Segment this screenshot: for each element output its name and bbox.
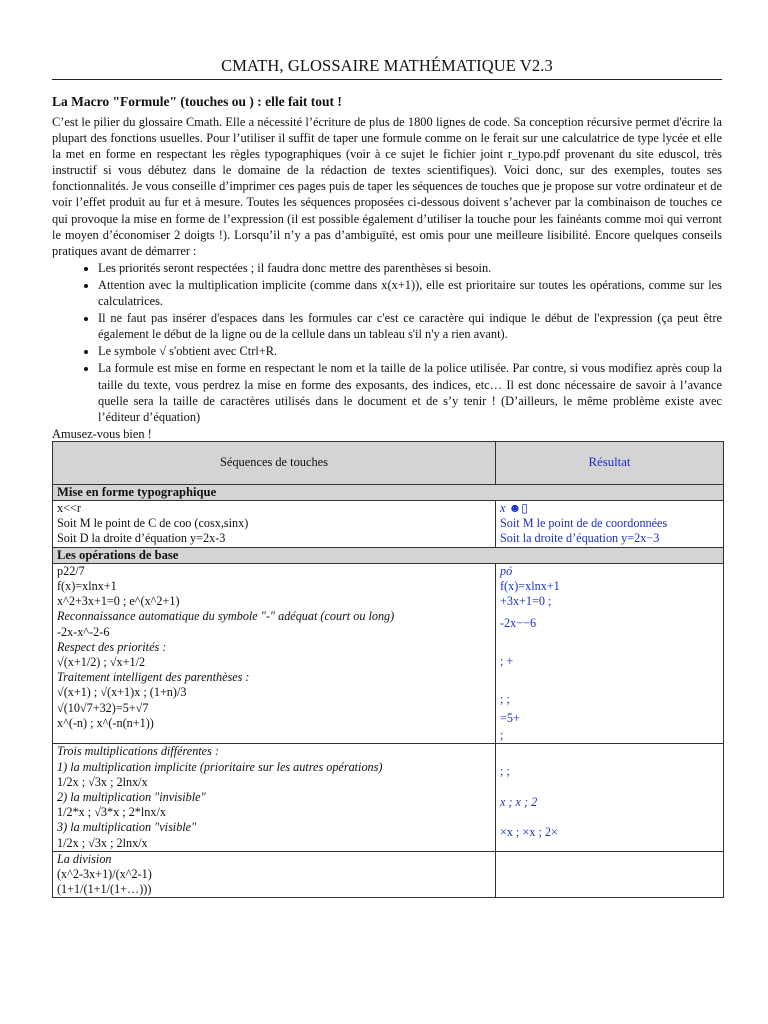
- table-row: [53, 744, 724, 851]
- sequence-line: Soit D la droite d’équation y=2x-3: [57, 531, 226, 546]
- tips-list: [52, 260, 722, 425]
- result-line: ; +: [500, 653, 514, 668]
- result-cell: [496, 851, 724, 898]
- list-item: • La formule est mise en forme en respectant le nom et la taille de la police utilisée. Par contre, si vous modifiez après coup la taille du texte, vous perdrez la mise en forme des exposants, des indices, etc… Il est donc nécessaire de savoir à l’avance quelle sera la taille de caractères utilisés dans le document et de s’y tenir ! (D’ailleurs, le même problème existe avec l’éditeur d’équation): [98, 360, 722, 424]
- sequence-line: √(10√7+32)=5+√7: [57, 700, 149, 715]
- sequence-line: x<<r: [57, 500, 81, 515]
- result-line: ×x ; ×x ; 2×: [500, 824, 558, 839]
- result-line: ; ;: [500, 764, 510, 779]
- result-line: f(x)=xlnx+1: [500, 579, 560, 593]
- section-title: Mise en forme typographique: [53, 484, 724, 500]
- sequence-line: (x^2-3x+1)/(x^2-1): [57, 867, 152, 882]
- header-sequences: Séquences de touches: [53, 441, 496, 484]
- result-line: =5+: [500, 711, 520, 726]
- sequence-note: 3) la multiplication "visible": [57, 820, 197, 835]
- sequence-note: 1) la multiplication implicite (prioritaire sur les autres opérations): [57, 759, 383, 774]
- sequence-note: 2) la multiplication "invisible": [57, 790, 206, 805]
- sequence-note: Traitement intelligent des parenthèses :: [57, 670, 250, 685]
- section-heading: La Macro "Formule" (touches ou ) : elle fait tout !: [52, 94, 342, 109]
- sequences-table: [52, 441, 724, 899]
- section-title: Les opérations de base: [53, 547, 724, 563]
- list-item: • Les priorités seront respectées ; il faudra donc mettre des parenthèses si besoin.: [98, 260, 722, 276]
- sequence-line: 1/2*x ; √3*x ; 2*lnx/x: [57, 805, 166, 820]
- result-line: +3x+1=0 ;: [500, 594, 552, 609]
- result-line: -2x−−6: [500, 616, 537, 631]
- sequence-cell: [53, 851, 496, 898]
- sequence-note: Reconnaissance automatique du symbole "-" adéquat (court ou long): [57, 609, 395, 624]
- sequence-note: Respect des priorités :: [57, 639, 167, 654]
- sequence-line: f(x)=xlnx+1: [57, 579, 117, 593]
- sequence-line: -2x-x^-2-6: [57, 624, 110, 639]
- table-row: [53, 851, 724, 898]
- sequence-cell: [53, 744, 496, 851]
- section-row: [53, 484, 724, 500]
- intro-paragraph: C’est le pilier du glossaire Cmath. Elle a nécessité l’écriture de plus de 1800 lignes de code. Sa conception récursive permet d'écrire la plupart des fonctions usuelles. Pour l’utiliser il suffit de taper une formule comme on le ferait sur une calculatrice de type lycée et elle la met en forme en respectant les règles typographiques (voir à ce sujet le fichier joint r_typo.pdf provenant du site eduscol, très instructif si vous débutez dans le domaine de la rédaction de textes scientifiques). Voici donc, sur des exemples, toutes ses fonctionnalités. Je vous conseille d’imprimer ces pages puis de taper les séquences de touches que je propose sur votre ordinateur et de voir l’effet produit au fur et à mesure. Toutes les séquences proposées ci-dessous doivent s’achever par la combinaison de touches ce qui provoque la mise en forme de l’expression (il est possible également d’utiliser la touche pour les fainéants comme moi qui verront le moyen d’économiser 2 doigts !). Lorsqu’il n’y a pas d’ambiguïté, est omis pour une meilleure lisibilité. Encore quelques conseils pratiques avant de démarrer :: [52, 115, 722, 258]
- result-line: pó: [500, 563, 513, 578]
- result-line: x ; x ; 2: [500, 794, 538, 809]
- sequence-cell: [53, 563, 496, 744]
- result-line: x ☻▯: [500, 500, 528, 515]
- sequence-note: Trois multiplications différentes :: [57, 744, 219, 759]
- closing-line: Amusez-vous bien !: [52, 426, 152, 441]
- sequence-cell: [53, 500, 496, 547]
- header-result: Résultat: [496, 441, 724, 484]
- result-line: Soit M le point de de coordonnées: [500, 516, 668, 531]
- sequence-line: x^(-n) ; x^(-n(n+1)): [57, 715, 154, 730]
- sequence-line: 1/2x ; √3x ; 2lnx/x: [57, 835, 148, 850]
- table-row: [53, 500, 724, 547]
- section-row: [53, 547, 724, 563]
- result-line: Soit la droite d’équation y=2x−3: [500, 531, 660, 546]
- sequence-line: Soit M le point de C de coo (cosx,sinx): [57, 516, 249, 531]
- sequence-line: 1/2x ; √3x ; 2lnx/x: [57, 774, 148, 789]
- result-line: ;: [500, 728, 504, 743]
- table-header-row: [53, 441, 724, 484]
- result-cell: [496, 500, 724, 547]
- table-row: [53, 563, 724, 744]
- sequence-line: x^2+3x+1=0 ; e^(x^2+1): [57, 594, 180, 609]
- sequence-line: p22/7: [57, 563, 85, 578]
- page-title: CMATH, GLOSSAIRE MATHÉMATIQUE V2.3: [52, 56, 722, 80]
- list-item: • Attention avec la multiplication implicite (comme dans x(x+1)), elle est prioritaire sur toutes les opérations, comme sur les calculatrices.: [98, 277, 722, 309]
- list-item: • Le symbole √ s'obtient avec Ctrl+R.: [98, 343, 722, 359]
- sequence-line: √(x+1/2) ; √x+1/2: [57, 655, 146, 670]
- sequence-line: √(x+1) ; √(x+1)x ; (1+n)/3: [57, 685, 187, 700]
- result-cell: [496, 744, 724, 851]
- list-item: • Il ne faut pas insérer d'espaces dans les formules car c'est ce caractère qui indique le début de l'expression (ça peut être également le début de la ligne ou de la cellule dans un tableau s'il n'y a rien avant).: [98, 310, 722, 342]
- document-page: [52, 0, 722, 898]
- result-line: ; ;: [500, 691, 510, 706]
- sequence-note: La division: [57, 851, 112, 866]
- result-cell: [496, 563, 724, 744]
- sequence-line: (1+1/(1+1/(1+…))): [57, 882, 152, 897]
